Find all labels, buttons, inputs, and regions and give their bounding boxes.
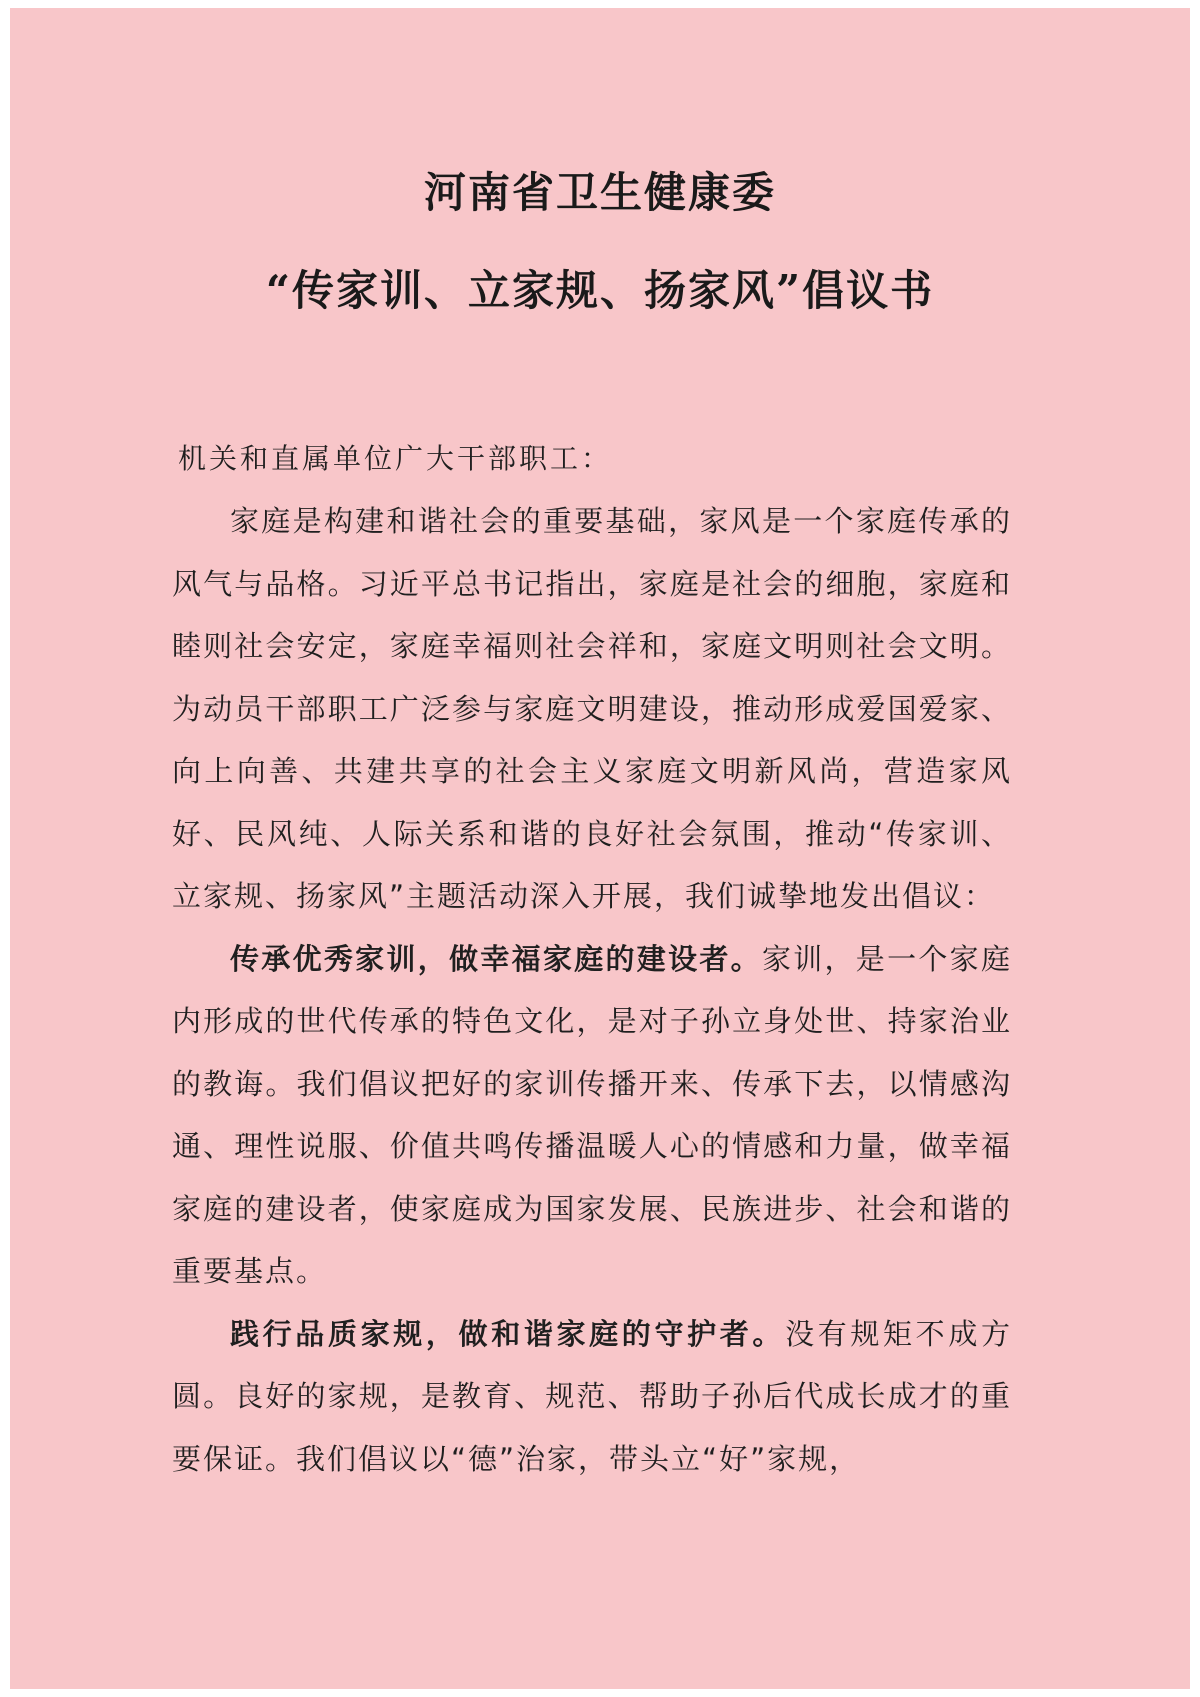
- document-subtitle: “传家训、立家规、扬家风”倡议书: [265, 266, 935, 315]
- salutation: 机关和直属单位广大干部职工：: [178, 442, 613, 475]
- paragraph: [172, 928, 1012, 1303]
- paragraph-lead: 传承优秀家训，做幸福家庭的建设者。: [230, 941, 762, 976]
- document-body: [172, 490, 1012, 1490]
- paragraph-text: 家训，是一个家庭内形成的世代传承的特色文化，是对子孙立身处世、持家治业的教诲。我们倡议把好的家训传播开来、传承下去，以情感沟通、理性说服、价值共鸣传播温暖人心的情感和力量，做幸福家庭的建设者，使家庭成为国家发展、民族进步、社会和谐的重要基点。: [172, 941, 1012, 1288]
- paragraph-lead: 践行品质家规，做和谐家庭的守护者。: [230, 1316, 786, 1351]
- document-title: 河南省卫生健康委: [423, 168, 776, 217]
- paragraph-text: 没有规矩不成方圆。良好的家规，是教育、规范、帮助子孙后代成长成才的重要保证。我们倡议以“德”治家，带头立“好”家规，: [172, 1316, 1012, 1476]
- paragraph: [172, 1303, 1012, 1491]
- paragraph: [172, 490, 1012, 928]
- paragraph-text: 家庭是构建和谐社会的重要基础，家风是一个家庭传承的风气与品格。习近平总书记指出，家庭是社会的细胞，家庭和睦则社会安定，家庭幸福则社会祥和，家庭文明则社会文明。为动员干部职工广泛参与家庭文明建设，推动形成爱国爱家、向上向善、共建共享的社会主义家庭文明新风尚，营造家风好、民风纯、人际关系和谐的良好社会氛围，推动“传家训、立家规、扬家风”主题活动深入开展，我们诚挚地发出倡议：: [172, 504, 1012, 913]
